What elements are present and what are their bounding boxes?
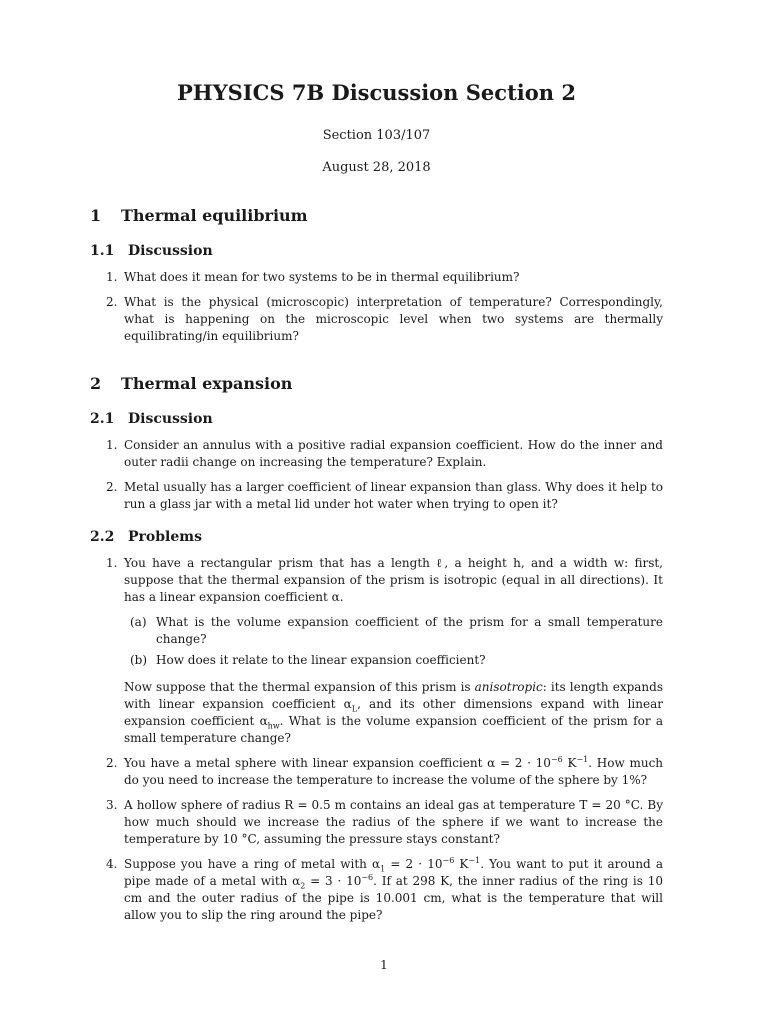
- problem-item: [90, 797, 663, 848]
- problem-item: [90, 755, 663, 789]
- text-run: Suppose you have a ring of metal with α: [124, 857, 381, 871]
- text-run: : its length expands with linear expansion coefficient α: [124, 680, 663, 711]
- sub-question-label: (b): [130, 653, 148, 667]
- problem-continuation: [124, 679, 663, 747]
- item-number: 2.: [106, 756, 118, 770]
- item-text: What is the physical (microscopic) interpretation of temperature? Correspondingly, what is happening on the microscopic level when two systems are thermally equilibrating/in equilibrium?: [124, 295, 663, 343]
- list-item: [90, 269, 663, 286]
- text-run: . How much do you need to increase the temperature to increase the volume of the sphere by 1%?: [124, 756, 664, 787]
- problem-text: A hollow sphere of radius R = 0.5 m contains an ideal gas at temperature T = 20 °C. By how much should we increase the radius of the sphere if we want to increase the temperature by 10 °C, assuming the pressure stays constant?: [124, 798, 663, 846]
- subsection-heading-discussion-2: [90, 409, 663, 429]
- item-text: Metal usually has a larger coefficient of linear expansion than glass. Why does it help to run a glass jar with a metal lid under hot water when trying to open it?: [124, 480, 663, 511]
- problem-text: You have a rectangular prism that has a length ℓ, a height h, and a width w: first, suppose that the thermal expansion of the prism is isotropic (equal in all directions). It has a linear expansion coefficient α.: [124, 556, 663, 604]
- item-number: 1.: [106, 438, 118, 452]
- subsection-title: Discussion: [128, 411, 213, 427]
- text-run: You have a metal sphere with linear expansion coefficient α = 2 · 10: [124, 756, 551, 770]
- subsection-number: 2.1: [90, 411, 115, 427]
- subsection-heading-problems: [90, 527, 663, 547]
- text-run: = 2 · 10: [385, 857, 443, 871]
- section-heading-thermal-expansion: [90, 373, 663, 395]
- text-run: . If at 298 K, the inner radius of the ring is 10 cm and the outer radius of the pipe is 10.001 cm, what is the temperature that will allow you to slip the ring around the pipe?: [124, 874, 663, 922]
- sub-question-text: How does it relate to the linear expansion coefficient?: [156, 653, 486, 667]
- sub-question: [124, 614, 663, 648]
- subsection-title: Discussion: [128, 243, 213, 259]
- subscript: 2: [300, 881, 306, 891]
- text-run: , and its other dimensions expand with linear expansion coefficient α: [124, 697, 663, 728]
- subsection-title: Problems: [128, 529, 202, 545]
- text-run: K: [454, 857, 469, 871]
- subsection-number: 2.2: [90, 529, 115, 545]
- sub-question-text: What is the volume expansion coefficient of the prism for a small temperature change?: [156, 615, 663, 646]
- list-item: [90, 479, 663, 513]
- superscript: −1: [576, 755, 589, 764]
- problem-list: [90, 555, 663, 924]
- superscript: −1: [468, 856, 481, 865]
- sub-question-label: (a): [130, 615, 147, 629]
- section-number: 1: [90, 206, 102, 225]
- text-run: Now suppose that the thermal expansion of this prism is: [124, 680, 475, 694]
- item-text: What does it mean for two systems to be in thermal equilibrium?: [124, 270, 520, 284]
- section-title: Thermal expansion: [121, 374, 293, 393]
- text-run: = 3 · 10: [305, 874, 362, 888]
- item-number: 3.: [106, 798, 118, 812]
- subsection-heading-discussion-1: [90, 241, 663, 261]
- list-item: [90, 294, 663, 345]
- discussion-list-1: [90, 269, 663, 345]
- section-label: Section 103/107: [322, 128, 431, 143]
- section-heading-thermal-equilibrium: [90, 205, 663, 227]
- item-number: 1.: [106, 556, 118, 570]
- subscript: L: [351, 704, 358, 714]
- section-title: Thermal equilibrium: [121, 206, 308, 225]
- page-number: 1: [380, 958, 388, 972]
- sub-question-list: [124, 614, 663, 669]
- problem-item: [90, 555, 663, 747]
- emphasis-text: anisotropic: [474, 680, 543, 694]
- superscript: −6: [442, 856, 455, 865]
- text-run: K: [562, 756, 577, 770]
- superscript: −6: [550, 755, 563, 764]
- item-text: Consider an annulus with a positive radial expansion coefficient. How do the inner and outer radii change on increasing the temperature? Explain.: [124, 438, 663, 469]
- item-number: 4.: [106, 857, 118, 871]
- discussion-list-2: [90, 437, 663, 513]
- section-number: 2: [90, 374, 102, 393]
- text-run: . What is the volume expansion coefficient of the prism for a small temperature change?: [124, 714, 663, 745]
- sub-question: [124, 652, 663, 669]
- document-date: August 28, 2018: [322, 160, 431, 175]
- item-number: 2.: [106, 480, 118, 494]
- list-item: [90, 437, 663, 471]
- problem-text: [124, 857, 663, 922]
- problem-text: [124, 756, 663, 787]
- subsection-number: 1.1: [90, 243, 115, 259]
- text-run: . You want to put it around a pipe made of a metal with α: [124, 857, 664, 888]
- subscript: 1: [380, 864, 386, 874]
- item-number: 1.: [106, 270, 118, 284]
- item-number: 2.: [106, 295, 118, 309]
- superscript: −6: [361, 873, 374, 882]
- document-title: PHYSICS 7B Discussion Section 2: [177, 80, 576, 105]
- subscript: hw: [267, 721, 280, 731]
- problem-item: [90, 856, 663, 924]
